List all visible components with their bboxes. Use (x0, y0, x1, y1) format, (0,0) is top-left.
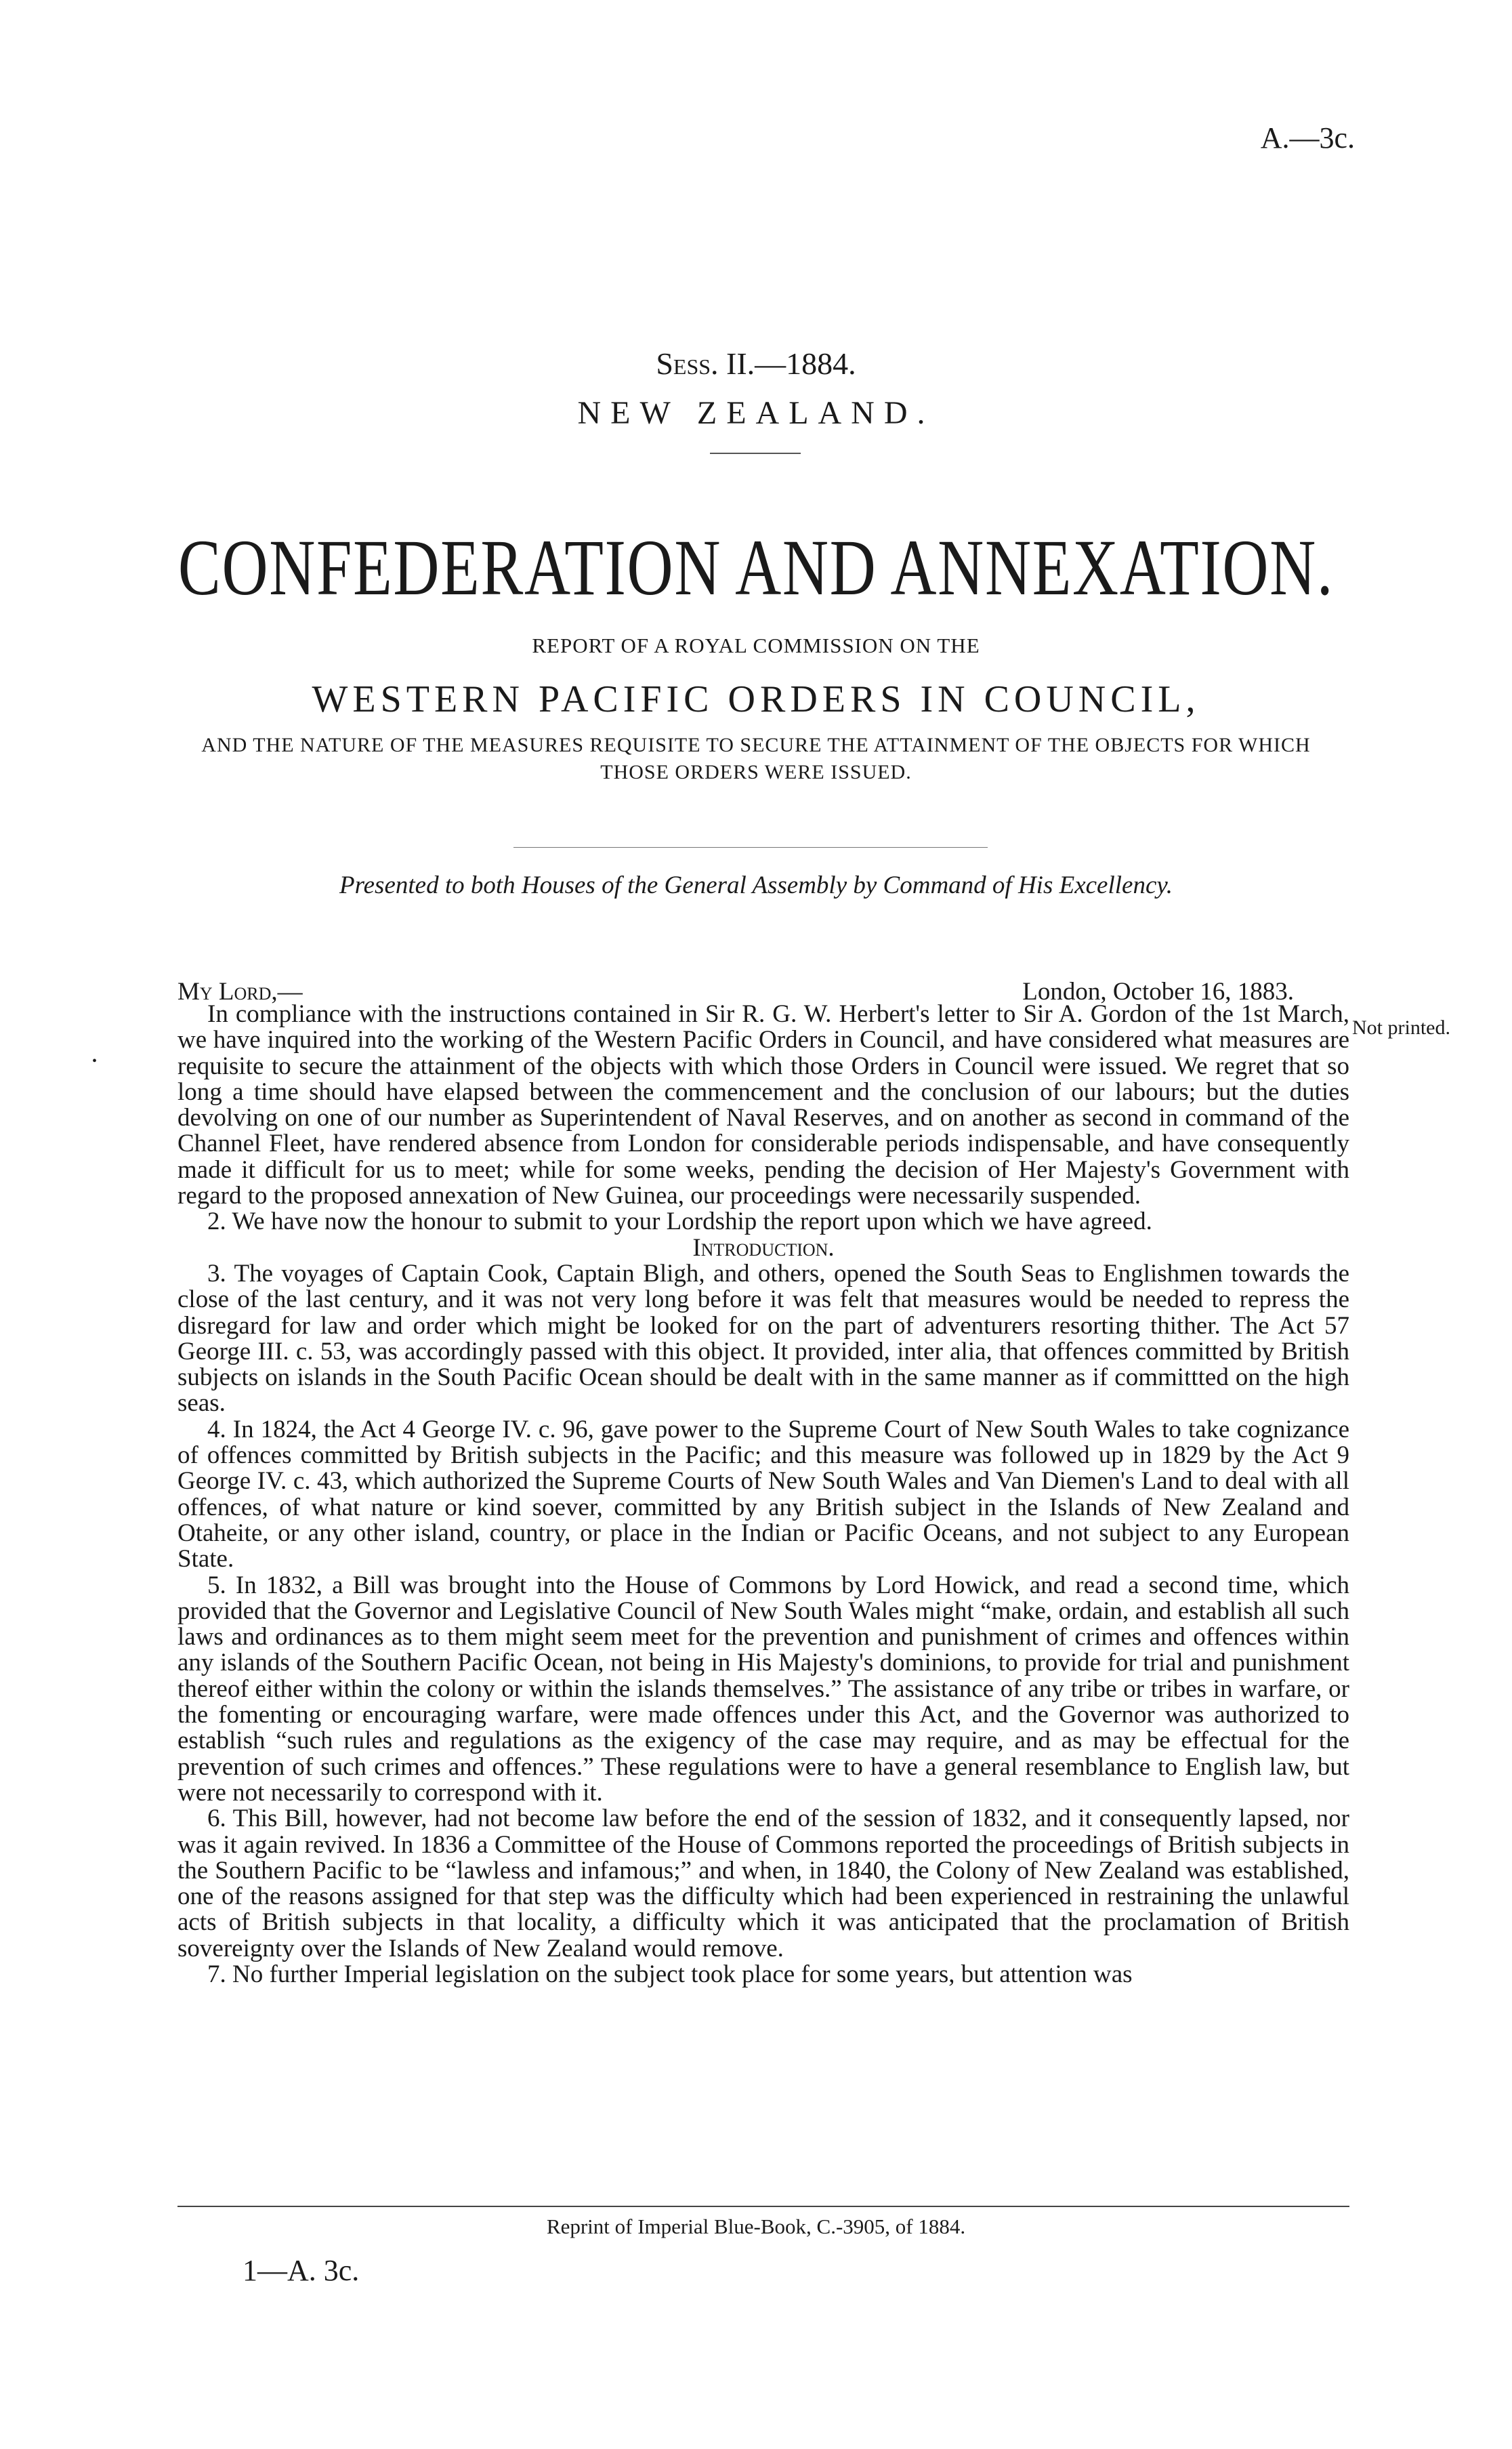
letter-body (177, 1002, 1349, 1988)
paragraph-3: 3. The voyages of Captain Cook, Captain Bligh, and others, opened the South Seas to Englishmen towards the close of the last century, and it was not very long before it was felt that measures would be needed to repress the disregard for law and order which might be looked for on the part of adventurers resorting thither. The Act 57 George III. c. 53, was accordingly passed with this object. It provided, inter alia, that offences committed by British subjects on islands in the South Pacific Ocean should be dealt with in the same manner as if committted on the high seas. (177, 1259, 1349, 1418)
dateline: London, October 16, 1883. (1022, 978, 1294, 1006)
orders-subtitle: WESTERN PACIFIC ORDERS IN COUNCIL, (312, 678, 1200, 720)
margin-bullet: • (92, 1054, 98, 1069)
paragraph-5: 5. In 1832, a Bill was brought into the House of Commons by Lord Howick, and read a second time, which provided that the Governor and Legislative Council of New South Wales might “make, ordain, and establish all such laws and ordinances as to them might seem meet for the prevention and punishment of crimes and offences within any islands of the Southern Pacific Ocean, not being in His Majesty's dominions, to provide for trial and punishment thereof either within the colony or within the islands themselves.” The assistance of any tribe or tribes in warfare, or the fomenting or encouraging warfare, were made offences under this Act, and the Governor was authorized to establish “such rules and regulations as the exigency of the case may require, and as may be effectual for the prevention of such crimes and offences.” These regulations were to have a general resemblance to English law, but were not necessarily to correspond with it. (177, 1571, 1349, 1807)
page-reference: A.—3c. (1260, 121, 1355, 155)
footer-divider (177, 2206, 1349, 2207)
paragraph-2: 2. We have now the honour to submit to your Lordship the report upon which we have agreed. (207, 1208, 1152, 1236)
reprint-note: Reprint of Imperial Blue-Book, C.-3905, of 1884. (546, 2215, 966, 2238)
header-divider (710, 453, 801, 454)
measures-subtitle: AND THE NATURE OF THE MEASURES REQUISITE TO SECURE THE ATTAINMENT OF THE OBJECTS FOR WHICH THOSE ORDERS WERE ISSUED. (201, 734, 1311, 783)
paragraph-1: In compliance with the instructions contained in Sir R. G. W. Herbert's letter to Sir A. Gordon of the 1st March, we have inquired into the working of the Western Pacific Orders in Council, and have considered what measures are requisite to secure the attainment of the objects with which those Orders in Council were issued. We regret that so long a time should have elapsed between the commencement and the conclusion of our labours; but the duties devolving on one of our number as Superintendent of Naval Reserves, and on another as second in command of the Channel Fleet, have rendered absence from London for considerable periods indispensable, and have consequently made it difficult for us to meet; while for some weeks, pending the decision of Her Majesty's Government with regard to the proposed annexation of New Guinea, our proceedings were necessarily suspended. (177, 1000, 1349, 1210)
presented-line: Presented to both Houses of the General Assembly by Command of His Excellency. (339, 871, 1173, 899)
paragraph-4: 4. In 1824, the Act 4 George IV. c. 96, gave power to the Supreme Court of New South Wales to take cognizance of offences committed by British subjects in the Pacific; and this measure was followed up in 1829 by the Act 9 George IV. c. 43, which authorized the Supreme Courts of New South Wales and Van Diemen's Land to deal with all offences, of what nature or kind soever, committed by any British subject in the Islands of New Zealand and Otaheite, or any other island, country, or place in the Indian or Pacific Oceans, and not subject to any European State. (177, 1415, 1349, 1573)
salutation: My Lord,— (177, 978, 303, 1006)
session-heading: Sess. II.—1884. (656, 346, 856, 381)
paragraph-6: 6. This Bill, however, had not become law before the end of the session of 1832, and it consequently lapsed, nor was it again revived. In 1836 a Committee of the House of Commons reported the proceedings of British subjects in the Southern Pacific to be “lawless and infamous;” and when, in 1840, the Colony of New Zealand was established, one of the reasons assigned for that step was the difficulty which had been experienced in restraining the unlawful acts of British subjects in that locality, a difficulty which it was anticipated that the proclamation of British sovereignty over the Islands of New Zealand would remove. (177, 1805, 1349, 1962)
paragraph-7: 7. No further Imperial legislation on the subject took place for some years, but attention was (207, 1960, 1133, 1988)
report-subtitle: REPORT OF A ROYAL COMMISSION ON THE (532, 634, 980, 657)
document-title: CONFEDERATION AND ANNEXATION. (177, 523, 1335, 612)
margin-note: Not printed. (1352, 1016, 1450, 1039)
sheet-signature: 1—A. 3c. (243, 2254, 360, 2287)
country-heading: NEW ZEALAND. (577, 395, 935, 431)
presented-divider (513, 847, 988, 848)
section-heading-introduction: Introduction. (692, 1233, 835, 1262)
